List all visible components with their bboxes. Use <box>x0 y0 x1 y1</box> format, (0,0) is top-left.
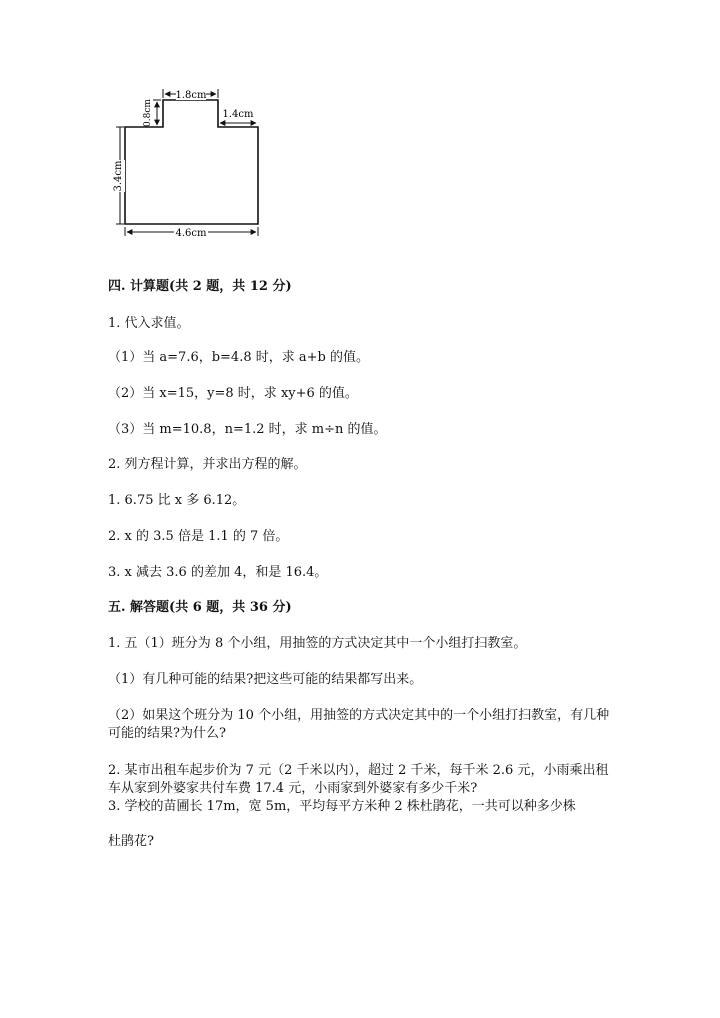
composite-shape-figure <box>108 84 268 244</box>
s4-q1-part2: （2）当 x=15，y=8 时，求 xy+6 的值。 <box>108 386 358 401</box>
s4-q2-part1: 1. 6.75 比 x 多 6.12。 <box>108 493 246 508</box>
section4-heading: 四. 计算题(共 2 题，共 12 分) <box>108 279 292 294</box>
s4-q1-title: 1. 代入求值。 <box>108 316 190 331</box>
dim-width-label: 4.6cm <box>175 228 207 239</box>
s4-q2-part2: 2. x 的 3.5 倍是 1.1 的 7 倍。 <box>108 529 289 544</box>
s4-q1-part1: （1）当 a=7.6，b=4.8 时，求 a+b 的值。 <box>108 350 369 365</box>
s5-q1-part1: （1）有几种可能的结果?把这些可能的结果都写出来。 <box>108 672 423 687</box>
dim-top-label: 1.8cm <box>175 90 207 101</box>
s5-q2: 2. 某市出租车起步价为 7 元（2 千米以内），超过 2 千米，每千米 2.6 元，小雨乘出租车从家到外婆家共付车费 17.4 元，小雨家到外婆家有多少千米? <box>108 763 609 796</box>
s4-q1-part3: （3）当 m=10.8，n=1.2 时，求 m÷n 的值。 <box>108 422 387 437</box>
s5-q1-part2: （2）如果这个班分为 10 个小组，用抽签的方式决定其中的一个小组打扫教室，有几种可能的结果?为什么? <box>108 708 610 741</box>
dim-left-notch-label: 0.8cm <box>143 99 153 127</box>
s4-q2-part3: 3. x 减去 3.6 的差加 4，和是 16.4。 <box>108 565 328 580</box>
composite-shape-diagram <box>108 84 268 244</box>
s5-q3-line2: 杜鹃花? <box>108 834 154 849</box>
s5-q3-line1: 3. 学校的苗圃长 17m，宽 5m，平均每平方米种 2 株杜鹃花，一共可以种多少株 <box>108 799 576 814</box>
dim-right-notch-label: 1.4cm <box>222 109 254 120</box>
section5-heading: 五. 解答题(共 6 题，共 36 分) <box>108 600 292 615</box>
s5-q1-title: 1. 五（1）班分为 8 个小组，用抽签的方式决定其中一个小组打扫教室。 <box>108 636 527 651</box>
dim-height-label: 3.4cm <box>113 160 124 192</box>
s4-q2-title: 2. 列方程计算，并求出方程的解。 <box>108 457 307 472</box>
